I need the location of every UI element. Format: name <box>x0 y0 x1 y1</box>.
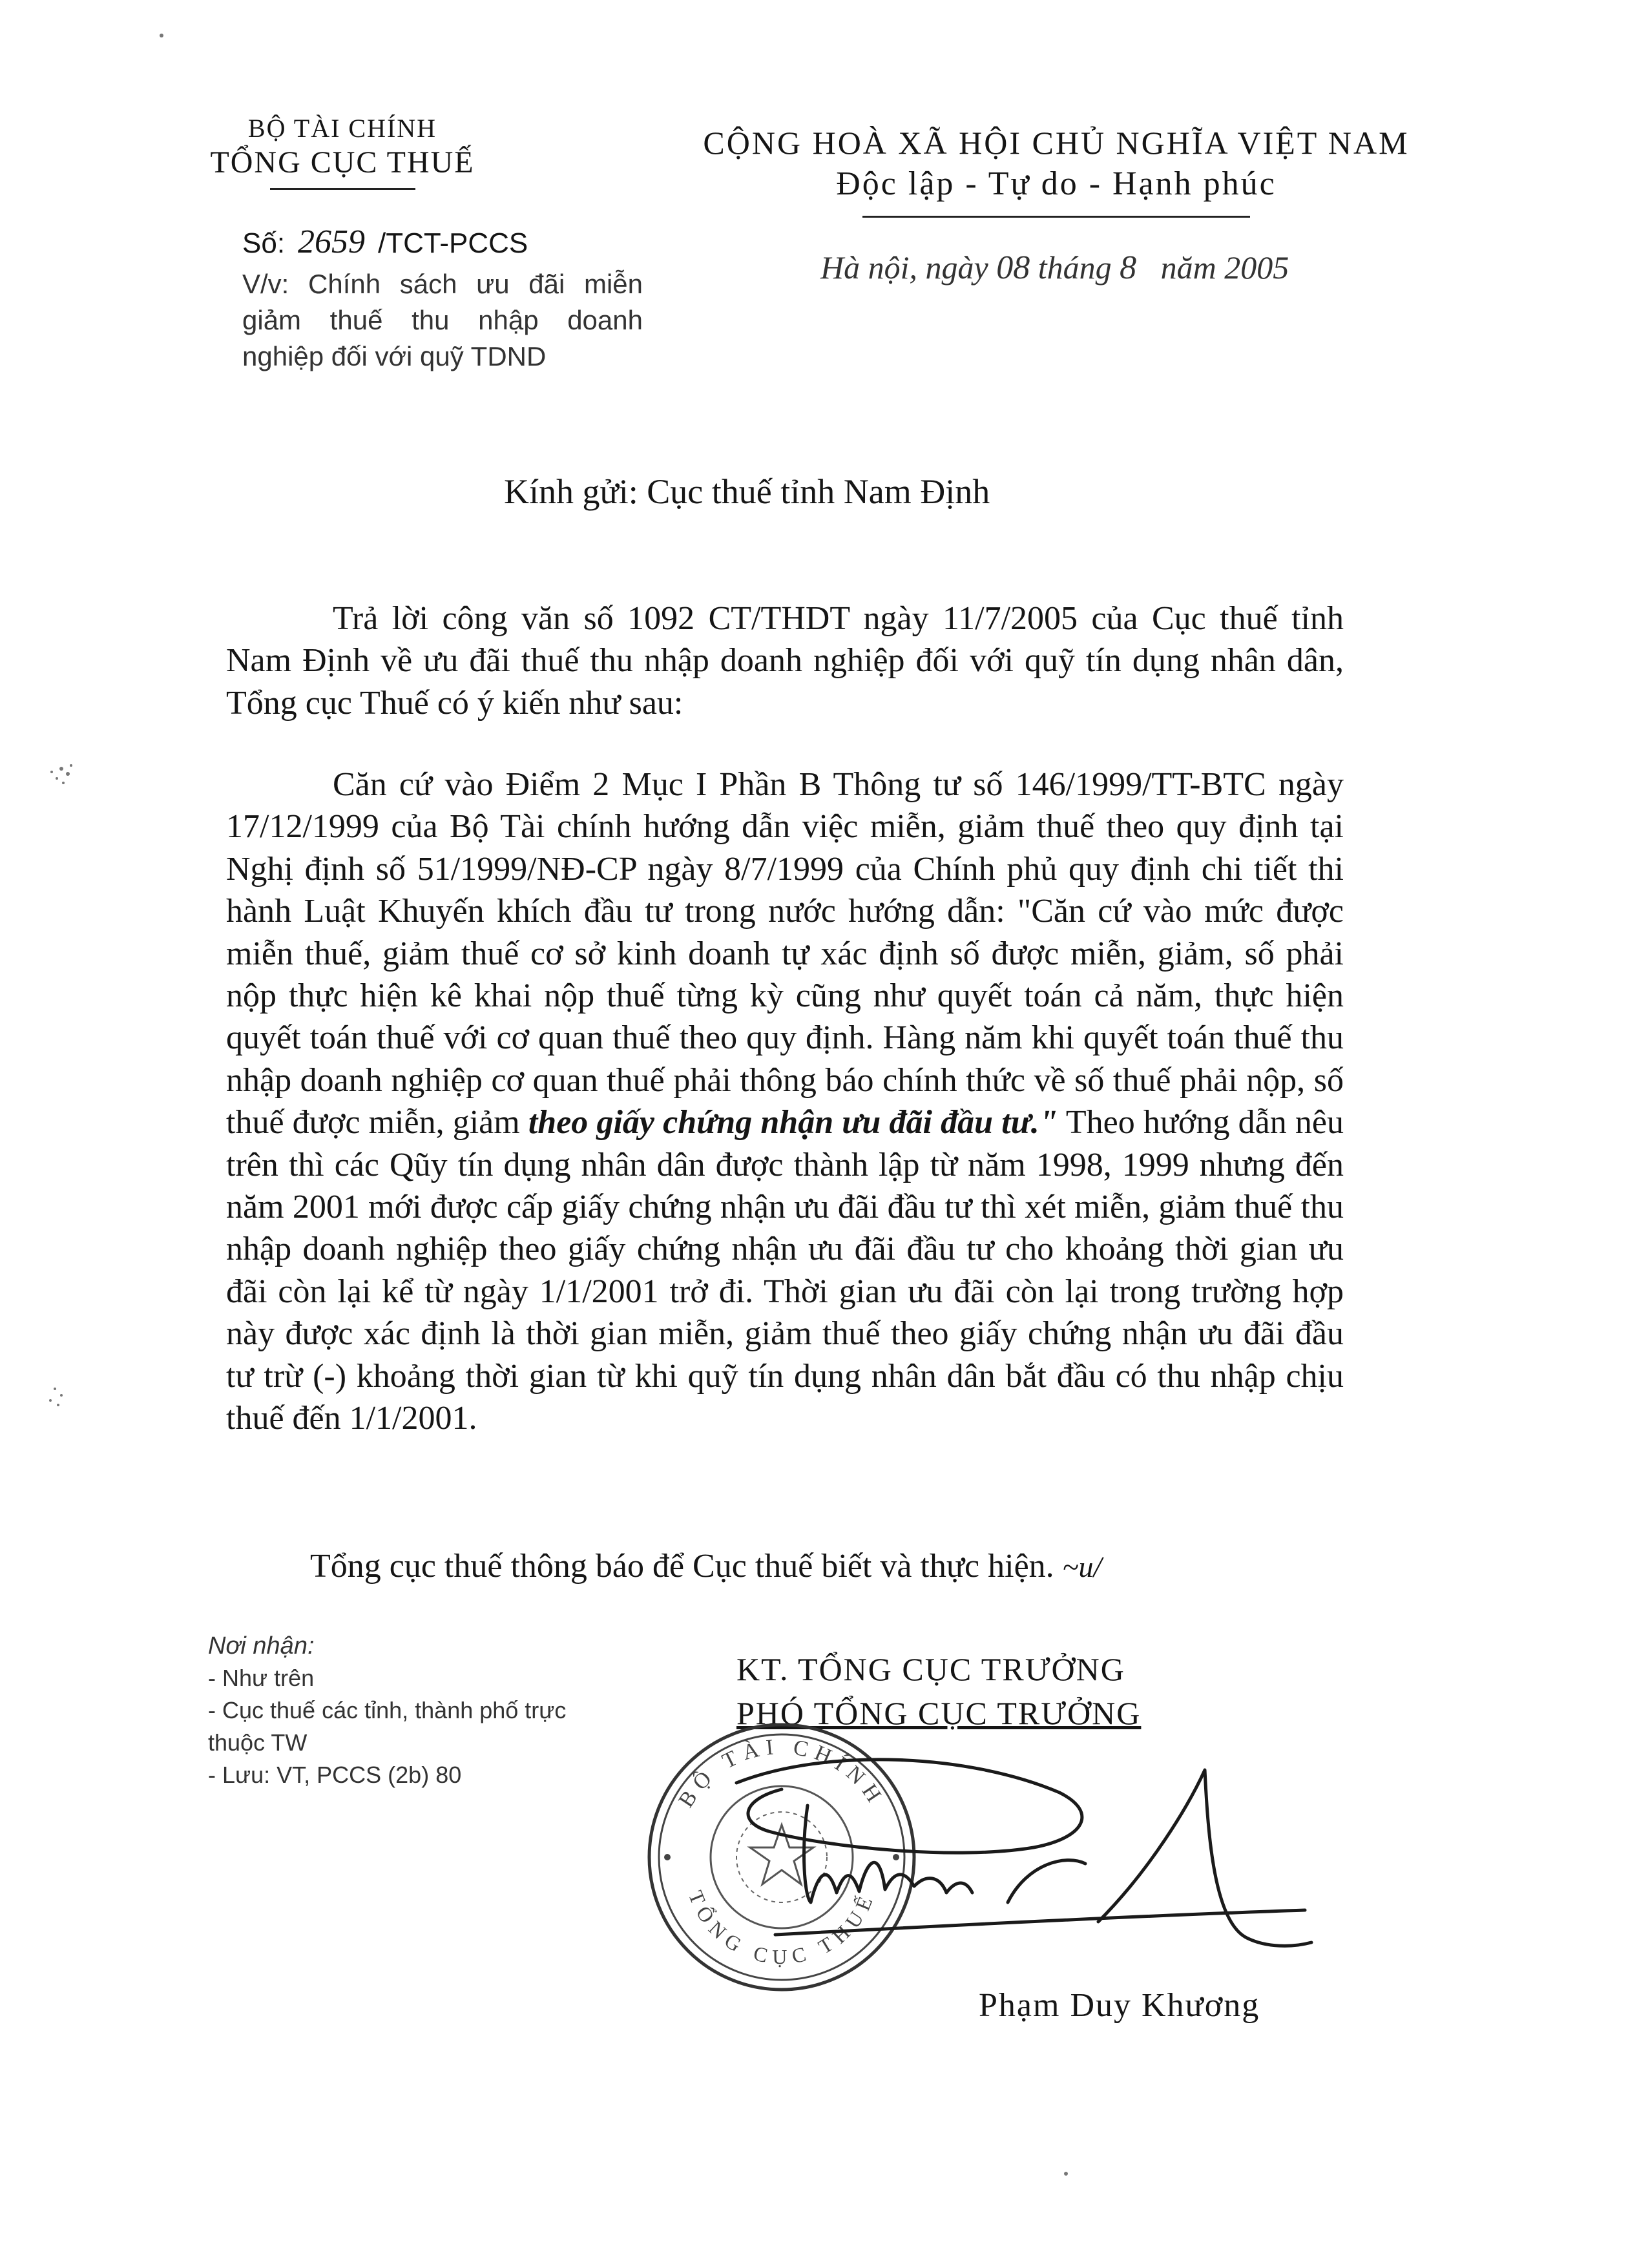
year-label: năm 2005 <box>1160 249 1289 286</box>
number-value: 2659 <box>298 224 366 260</box>
recipients-item: - Như trên <box>208 1665 315 1691</box>
seal-bottom-text: TỔNG CỤC THUẾ <box>683 1887 880 1969</box>
agency-underline <box>270 188 415 190</box>
number-suffix: /TCT-PCCS <box>378 227 528 259</box>
paragraph-2-text-b: Theo hướng dẫn nêu trên thì các Qũy tín dụng nhân dân được thành lập từ năm 1998, 1999 nhưng đến năm 2001 mới được cấp giấy chứng nhận ưu đãi đầu tư thì xét miễn, giảm thuế thu nhập doanh nghiệp theo giấy chứng nhận ưu đãi đầu tư cho khoảng thời gian ưu đãi còn lại kể từ ngày 1/1/2001 trở đi. Thời gian ưu đãi còn lại trong trường hợp này được xác định là thời gian miễn, giảm thuế theo giấy chứng nhận ưu đãi đầu tư trừ (-) khoảng thời gian từ khi quỹ tín dụng nhân dân bắt đầu có thu nhập chịu thuế đến 1/1/2001. <box>226 1104 1344 1437</box>
motto-underline <box>862 216 1250 218</box>
seal-top-text: BỘ TÀI CHÍNH <box>674 1734 890 1812</box>
recipients-item: - Lưu: VT, PCCS (2b) 80 <box>208 1762 462 1788</box>
national-motto: Độc lập - Tự do - Hạnh phúc <box>836 165 1277 202</box>
paragraph-2-emphasis: theo giấy chứng nhận ưu đãi đầu tư." <box>528 1104 1058 1141</box>
recipient-line: Kính gửi: Cục thuế tỉnh Nam Định <box>504 472 990 511</box>
paragraph-2-text-a: Căn cứ vào Điểm 2 Mục I Phần B Thông tư số 146/1999/TT-BTC ngày 17/12/1999 của Bộ Tài chính hướng dẫn việc miễn, giảm thuế theo quy định tại Nghị định số 51/1999/NĐ-CP ngày 8/7/1999 của Chính phủ quy định chi tiết thi hành Luật Khuyến khích đầu tư trong nước hướng dẫn: "Căn cứ vào mức được miễn thuế, giảm thuế cơ sở kinh doanh tự xác định số được miễn, giảm, số phải nộp thực hiện kê khai nộp thuế từng kỳ cũng như quyết toán cả năm, thực hiện quyết toán thuế với cơ quan thuế theo quy định. Hàng năm khi quyết toán thuế thu nhập doanh nghiệp cơ quan thuế phải thông báo chính thức về số thuế phải nộp, số thuế được miễn, giảm <box>226 766 1344 1141</box>
date-day: 08 <box>996 249 1030 286</box>
place-date <box>820 249 1289 287</box>
body-paragraph-2 <box>226 764 1344 1440</box>
month-label: tháng <box>1038 249 1112 286</box>
nation-name: CỘNG HOÀ XÃ HỘI CHỦ NGHĨA VIỆT NAM <box>703 125 1410 161</box>
number-prefix: Số: <box>242 227 286 259</box>
document-number <box>242 223 528 261</box>
date-month: 8 <box>1120 249 1137 286</box>
signer-name: Phạm Duy Khương <box>979 1987 1260 2024</box>
recipients-block <box>208 1630 570 1791</box>
department-name: TỔNG CỤC THUẾ <box>210 145 475 180</box>
handwritten-mark: ~u/ <box>1062 1550 1102 1583</box>
signatory-line-1: KT. TỔNG CỤC TRƯỞNG <box>736 1651 1125 1687</box>
handwritten-signature <box>698 1709 1318 1986</box>
closing-sentence <box>310 1547 1101 1585</box>
recipients-title: Nơi nhận: <box>208 1632 315 1659</box>
closing-text: Tổng cục thuế thông báo để Cục thuế biết và thực hiện. <box>310 1548 1054 1585</box>
document-subject: V/v: Chính sách ưu đãi miễn giảm thuế thu nhập doanh nghiệp đối với quỹ TDND <box>242 269 643 371</box>
ministry-name: BỘ TÀI CHÍNH <box>247 114 437 143</box>
body-paragraph-1: Trả lời công văn số 1092 CT/THDT ngày 11/7/2005 của Cục thuế tỉnh Nam Định về ưu đãi thuế thu nhập doanh nghiệp đối với quỹ tín dụng nhân dân, Tổng cục Thuế có ý kiến như sau: <box>226 600 1344 722</box>
national-heading <box>685 123 1428 218</box>
signatory-line-2: PHÓ TỔNG CỤC TRƯỞNG <box>736 1695 1142 1731</box>
recipients-item: - Cục thuế các tỉnh, thành phố trực thuộc TW <box>208 1697 567 1756</box>
place-prefix: Hà nội, ngày <box>820 249 988 286</box>
issuing-agency <box>194 113 491 190</box>
